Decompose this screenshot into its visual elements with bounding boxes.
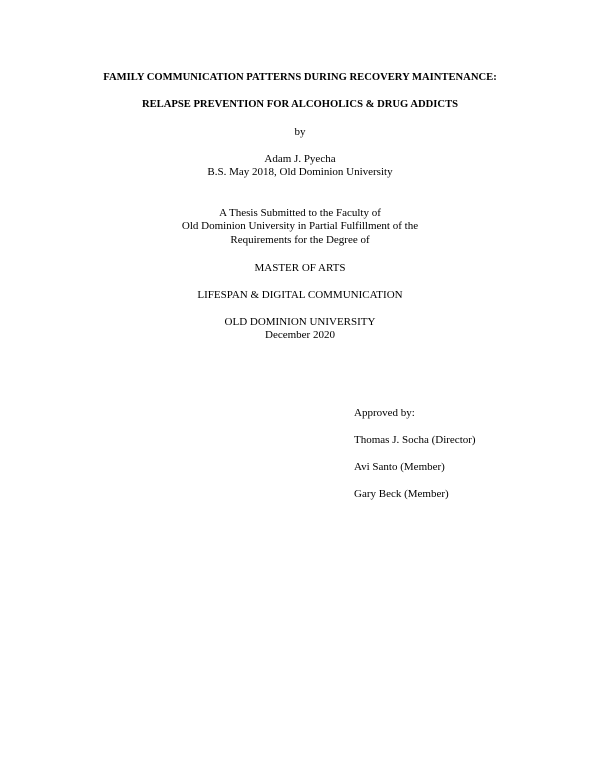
submission-line-2: Old Dominion University in Partial Fulfillment of the [181, 220, 419, 232]
committee-member: Avi Santo (Member) [354, 461, 445, 473]
by-label: by [294, 126, 306, 138]
approval-heading: Approved by: [354, 407, 415, 419]
thesis-title-line-2: RELAPSE PREVENTION FOR ALCOHOLICS & DRUG ADDICTS [141, 99, 459, 110]
thesis-title-line-1: FAMILY COMMUNICATION PATTERNS DURING RECOVERY MAINTENANCE: [103, 72, 497, 83]
submission-date: December 2020 [265, 329, 335, 341]
prior-degree: B.S. May 2018, Old Dominion University [207, 166, 393, 178]
committee-member: Gary Beck (Member) [354, 488, 449, 500]
committee-member: Thomas J. Socha (Director) [354, 434, 476, 446]
degree-name: MASTER OF ARTS [254, 262, 346, 274]
program-name: LIFESPAN & DIGITAL COMMUNICATION [197, 289, 403, 301]
submission-line-3: Requirements for the Degree of [230, 234, 370, 246]
submission-line-1: A Thesis Submitted to the Faculty of [219, 207, 381, 219]
author-name: Adam J. Pyecha [264, 153, 336, 165]
university-name: OLD DOMINION UNIVERSITY [224, 316, 376, 328]
